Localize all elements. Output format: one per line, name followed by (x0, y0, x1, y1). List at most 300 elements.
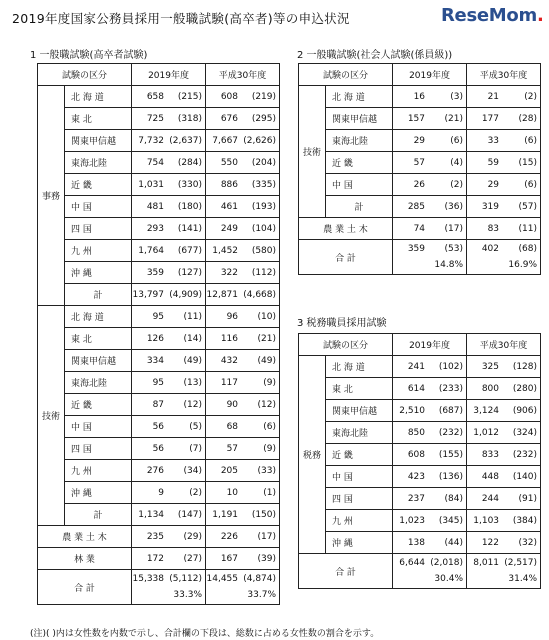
value-cell (206, 174, 280, 196)
female-count: (29) (183, 531, 203, 542)
category-label: 農 業 土 木 (299, 218, 393, 240)
value-cell (206, 438, 280, 460)
value-cell (467, 240, 541, 275)
region-label: 四 国 (65, 438, 132, 460)
region-label: 九 州 (65, 460, 132, 482)
table-row (299, 174, 541, 196)
value-cell (393, 422, 467, 444)
female-count: (5) (189, 421, 203, 432)
female-count: (15) (518, 157, 538, 168)
region-label: 関東甲信越 (326, 400, 393, 422)
female-count: (3) (450, 91, 464, 102)
table-row (299, 108, 541, 130)
applicant-count: 7,732 (138, 135, 165, 146)
region-label: 東 北 (65, 108, 132, 130)
female-count: (17) (444, 223, 464, 234)
header-row (299, 64, 541, 86)
value-cell (132, 262, 206, 284)
value-cell (393, 196, 467, 218)
female-count: (4,874) (243, 574, 277, 584)
region-label: 関東甲信越 (65, 130, 132, 152)
applicant-count: 74 (413, 223, 426, 234)
table-row (38, 306, 280, 328)
applicant-count: 16 (413, 91, 426, 102)
female-count: (6) (524, 179, 538, 190)
total-row (299, 240, 541, 275)
female-count: (1) (263, 487, 277, 498)
table-row (299, 532, 541, 554)
value-cell (467, 488, 541, 510)
applicant-count: 432 (220, 355, 239, 366)
total-row (299, 554, 541, 589)
female-count: (140) (512, 471, 538, 482)
value-cell (393, 532, 467, 554)
female-count: (127) (177, 267, 203, 278)
female-count: (57) (518, 201, 538, 212)
table-row (38, 108, 280, 130)
female-count: (318) (177, 113, 203, 124)
applicant-count: 1,023 (399, 515, 426, 526)
value-cell (393, 152, 467, 174)
value-cell (206, 482, 280, 504)
table-tax-staff (298, 333, 541, 589)
female-count: (34) (183, 465, 203, 476)
region-label: 沖 縄 (65, 262, 132, 284)
region-label: 近 畿 (65, 394, 132, 416)
value-cell (132, 86, 206, 108)
applicant-count: 13,797 (132, 289, 165, 300)
applicant-count: 29 (413, 135, 426, 146)
applicant-count: 138 (407, 537, 426, 548)
value-cell (467, 356, 541, 378)
header-h30: 平成30年度 (467, 334, 541, 356)
female-count: (27) (183, 553, 203, 564)
female-count: (2,018) (430, 558, 464, 568)
applicant-count: 481 (146, 201, 165, 212)
applicant-count: 116 (220, 333, 239, 344)
applicant-count: 10 (226, 487, 239, 498)
table-row (38, 196, 280, 218)
value-cell (467, 510, 541, 532)
female-count: (677) (177, 245, 203, 256)
female-ratio: 30.4% (434, 574, 464, 584)
region-label: 東海北陸 (65, 152, 132, 174)
value-cell (467, 152, 541, 174)
applicant-count: 244 (481, 493, 500, 504)
applicant-count: 95 (152, 311, 165, 322)
region-label: 東海北陸 (326, 422, 393, 444)
value-cell (132, 548, 206, 570)
female-count: (33) (257, 465, 277, 476)
female-count: (21) (444, 113, 464, 124)
region-label: 近 畿 (326, 444, 393, 466)
value-cell (393, 174, 467, 196)
table-row (38, 328, 280, 350)
value-cell (393, 488, 467, 510)
value-cell (393, 444, 467, 466)
applicant-count: 1,191 (212, 509, 239, 520)
value-cell (206, 284, 280, 306)
table-row (38, 152, 280, 174)
table-row (38, 284, 280, 306)
value-cell (206, 394, 280, 416)
female-count: (9) (263, 443, 277, 454)
female-count: (295) (251, 113, 277, 124)
female-count: (155) (438, 449, 464, 460)
header-2019: 2019年度 (393, 334, 467, 356)
header-row (38, 64, 280, 86)
value-cell (393, 510, 467, 532)
value-cell (206, 328, 280, 350)
value-cell (467, 400, 541, 422)
value-cell (132, 460, 206, 482)
applicant-count: 122 (481, 537, 500, 548)
value-cell (132, 130, 206, 152)
female-count: (112) (251, 267, 277, 278)
female-count: (232) (512, 449, 538, 460)
female-count: (5,112) (169, 574, 203, 584)
applicant-count: 68 (226, 421, 239, 432)
group-label: 税務 (299, 356, 326, 554)
table-row (299, 218, 541, 240)
header-2019: 2019年度 (393, 64, 467, 86)
applicant-count: 608 (407, 449, 426, 460)
female-count: (580) (251, 245, 277, 256)
table-row (299, 400, 541, 422)
female-count: (84) (444, 493, 464, 504)
region-label: 四 国 (326, 488, 393, 510)
female-ratio: 16.9% (508, 260, 538, 270)
female-count: (2) (189, 487, 203, 498)
applicant-count: 29 (487, 179, 500, 190)
female-count: (284) (177, 157, 203, 168)
region-label: 近 畿 (326, 152, 393, 174)
value-cell (393, 466, 467, 488)
region-label: 四 国 (65, 218, 132, 240)
table-row (299, 196, 541, 218)
table-row (38, 86, 280, 108)
female-count: (204) (251, 157, 277, 168)
table-general-working-adult (298, 63, 541, 275)
value-cell (206, 152, 280, 174)
female-count: (906) (512, 405, 538, 416)
applicant-count: 3,124 (473, 405, 500, 416)
applicant-count: 237 (407, 493, 426, 504)
applicant-count: 1,134 (138, 509, 165, 520)
female-count: (193) (251, 201, 277, 212)
table-row (38, 482, 280, 504)
female-count: (21) (257, 333, 277, 344)
region-label: 沖 縄 (65, 482, 132, 504)
region-label: 計 (65, 504, 132, 526)
applicant-count: 26 (413, 179, 426, 190)
table-row (38, 504, 280, 526)
value-cell (393, 356, 467, 378)
table-row (38, 262, 280, 284)
region-label: 九 州 (65, 240, 132, 262)
applicant-count: 334 (146, 355, 165, 366)
female-count: (335) (251, 179, 277, 190)
female-count: (384) (512, 515, 538, 526)
female-count: (687) (438, 405, 464, 416)
table-row (299, 130, 541, 152)
female-count: (53) (444, 244, 464, 254)
applicant-count: 550 (220, 157, 239, 168)
table-row (299, 488, 541, 510)
resemom-logo: ReseMom. (441, 5, 544, 26)
female-count: (233) (438, 383, 464, 394)
applicant-count: 319 (481, 201, 500, 212)
applicant-count: 359 (407, 244, 426, 254)
applicant-count: 448 (481, 471, 500, 482)
table-row (299, 378, 541, 400)
value-cell (132, 196, 206, 218)
applicant-count: 754 (146, 157, 165, 168)
applicant-count: 1,012 (473, 427, 500, 438)
region-label: 計 (326, 196, 393, 218)
header-h30: 平成30年度 (206, 64, 280, 86)
page-title: 2019年度国家公務員採用一般職試験(高卒者)等の申込状況 (12, 11, 350, 26)
female-count: (6) (263, 421, 277, 432)
female-count: (150) (251, 509, 277, 520)
value-cell (132, 394, 206, 416)
region-label: 中 国 (326, 466, 393, 488)
section-heading-2: 2 一般職試験(社会人試験(係員級)) (297, 50, 453, 61)
applicant-count: 167 (220, 553, 239, 564)
table-row (38, 526, 280, 548)
region-label: 東海北陸 (326, 130, 393, 152)
applicant-count: 658 (146, 91, 165, 102)
applicant-count: 12,871 (206, 289, 239, 300)
value-cell (132, 438, 206, 460)
applicant-count: 90 (226, 399, 239, 410)
female-ratio: 33.7% (247, 590, 277, 600)
applicant-count: 87 (152, 399, 165, 410)
region-label: 沖 縄 (326, 532, 393, 554)
header-category: 試験の区分 (299, 334, 393, 356)
female-count: (12) (257, 399, 277, 410)
female-count: (12) (183, 399, 203, 410)
value-cell (206, 372, 280, 394)
value-cell (132, 482, 206, 504)
value-cell (393, 378, 467, 400)
applicant-count: 95 (152, 377, 165, 388)
value-cell (467, 86, 541, 108)
applicant-count: 833 (481, 449, 500, 460)
female-count: (39) (257, 553, 277, 564)
female-count: (2,517) (504, 558, 538, 568)
region-label: 北 海 道 (65, 86, 132, 108)
female-count: (2,626) (243, 135, 277, 146)
region-label: 東 北 (65, 328, 132, 350)
region-label: 近 畿 (65, 174, 132, 196)
female-count: (345) (438, 515, 464, 526)
table-row (299, 444, 541, 466)
female-count: (280) (512, 383, 538, 394)
applicant-count: 8,011 (473, 558, 500, 568)
applicant-count: 235 (146, 531, 165, 542)
value-cell (206, 262, 280, 284)
applicant-count: 14,455 (206, 574, 239, 584)
value-cell (132, 504, 206, 526)
value-cell (132, 306, 206, 328)
header-row (299, 334, 541, 356)
applicant-count: 2,510 (399, 405, 426, 416)
applicant-count: 126 (146, 333, 165, 344)
applicant-count: 886 (220, 179, 239, 190)
applicant-count: 21 (487, 91, 500, 102)
female-count: (91) (518, 493, 538, 504)
region-label: 計 (65, 284, 132, 306)
value-cell (467, 130, 541, 152)
female-count: (68) (518, 244, 538, 254)
group-label: 技術 (38, 306, 65, 526)
value-cell (393, 108, 467, 130)
applicant-count: 676 (220, 113, 239, 124)
value-cell (132, 350, 206, 372)
female-count: (4,668) (243, 289, 277, 300)
value-cell (206, 108, 280, 130)
value-cell (132, 284, 206, 306)
female-count: (219) (251, 91, 277, 102)
value-cell (393, 218, 467, 240)
female-count: (32) (518, 537, 538, 548)
applicant-count: 276 (146, 465, 165, 476)
table-row (38, 174, 280, 196)
region-label: 中 国 (65, 196, 132, 218)
table-row (38, 130, 280, 152)
table-row (38, 218, 280, 240)
female-count: (10) (257, 311, 277, 322)
value-cell (393, 86, 467, 108)
region-label: 北 海 道 (326, 86, 393, 108)
value-cell (206, 460, 280, 482)
applicant-count: 33 (487, 135, 500, 146)
female-count: (17) (257, 531, 277, 542)
value-cell (206, 504, 280, 526)
female-ratio: 14.8% (434, 260, 464, 270)
female-count: (141) (177, 223, 203, 234)
female-count: (49) (183, 355, 203, 366)
table-row (299, 86, 541, 108)
region-label: 東海北陸 (65, 372, 132, 394)
header-category: 試験の区分 (299, 64, 393, 86)
female-count: (180) (177, 201, 203, 212)
value-cell (132, 108, 206, 130)
applicant-count: 57 (413, 157, 426, 168)
applicant-count: 172 (146, 553, 165, 564)
female-count: (215) (177, 91, 203, 102)
group-label: 技術 (299, 86, 326, 218)
table-row (38, 372, 280, 394)
table-row (299, 510, 541, 532)
applicant-count: 157 (407, 113, 426, 124)
value-cell (132, 218, 206, 240)
applicant-count: 461 (220, 201, 239, 212)
applicant-count: 402 (481, 244, 500, 254)
value-cell (467, 218, 541, 240)
female-count: (4) (450, 157, 464, 168)
header-2019: 2019年度 (132, 64, 206, 86)
female-count: (232) (438, 427, 464, 438)
applicant-count: 249 (220, 223, 239, 234)
applicant-count: 117 (220, 377, 239, 388)
applicant-count: 56 (152, 421, 165, 432)
female-count: (11) (183, 311, 203, 322)
value-cell (132, 240, 206, 262)
table-row (299, 356, 541, 378)
applicant-count: 205 (220, 465, 239, 476)
applicant-count: 725 (146, 113, 165, 124)
table-row (38, 460, 280, 482)
region-label: 九 州 (326, 510, 393, 532)
female-count: (104) (251, 223, 277, 234)
value-cell (206, 218, 280, 240)
applicant-count: 6,644 (399, 558, 426, 568)
applicant-count: 1,764 (138, 245, 165, 256)
value-cell (132, 570, 206, 605)
applicant-count: 850 (407, 427, 426, 438)
applicant-count: 800 (481, 383, 500, 394)
applicant-count: 608 (220, 91, 239, 102)
value-cell (132, 526, 206, 548)
value-cell (467, 378, 541, 400)
section-heading-1: 1 一般職試験(高卒者試験) (30, 50, 148, 61)
value-cell (132, 152, 206, 174)
region-label: 中 国 (65, 416, 132, 438)
female-count: (102) (438, 361, 464, 372)
applicant-count: 293 (146, 223, 165, 234)
table-row (38, 350, 280, 372)
header-category: 試験の区分 (38, 64, 132, 86)
value-cell (206, 130, 280, 152)
applicant-count: 1,103 (473, 515, 500, 526)
value-cell (393, 240, 467, 275)
value-cell (132, 372, 206, 394)
applicant-count: 359 (146, 267, 165, 278)
value-cell (206, 548, 280, 570)
applicant-count: 15,338 (132, 574, 165, 584)
value-cell (467, 174, 541, 196)
female-count: (128) (512, 361, 538, 372)
value-cell (393, 130, 467, 152)
applicant-count: 83 (487, 223, 500, 234)
value-cell (206, 350, 280, 372)
female-count: (4,909) (169, 289, 203, 300)
region-label: 北 海 道 (326, 356, 393, 378)
total-label: 合 計 (299, 554, 393, 589)
female-count: (147) (177, 509, 203, 520)
applicant-count: 614 (407, 383, 426, 394)
table-row (299, 466, 541, 488)
category-label: 農 業 土 木 (38, 526, 132, 548)
female-count: (36) (444, 201, 464, 212)
female-count: (330) (177, 179, 203, 190)
female-ratio: 33.3% (173, 590, 203, 600)
table-row (38, 438, 280, 460)
value-cell (467, 422, 541, 444)
table-row (38, 240, 280, 262)
total-label: 合 計 (299, 240, 393, 275)
value-cell (132, 416, 206, 438)
applicant-count: 59 (487, 157, 500, 168)
value-cell (467, 532, 541, 554)
table-row (38, 548, 280, 570)
value-cell (206, 196, 280, 218)
header-h30: 平成30年度 (467, 64, 541, 86)
female-count: (6) (450, 135, 464, 146)
female-count: (2,637) (169, 135, 203, 146)
